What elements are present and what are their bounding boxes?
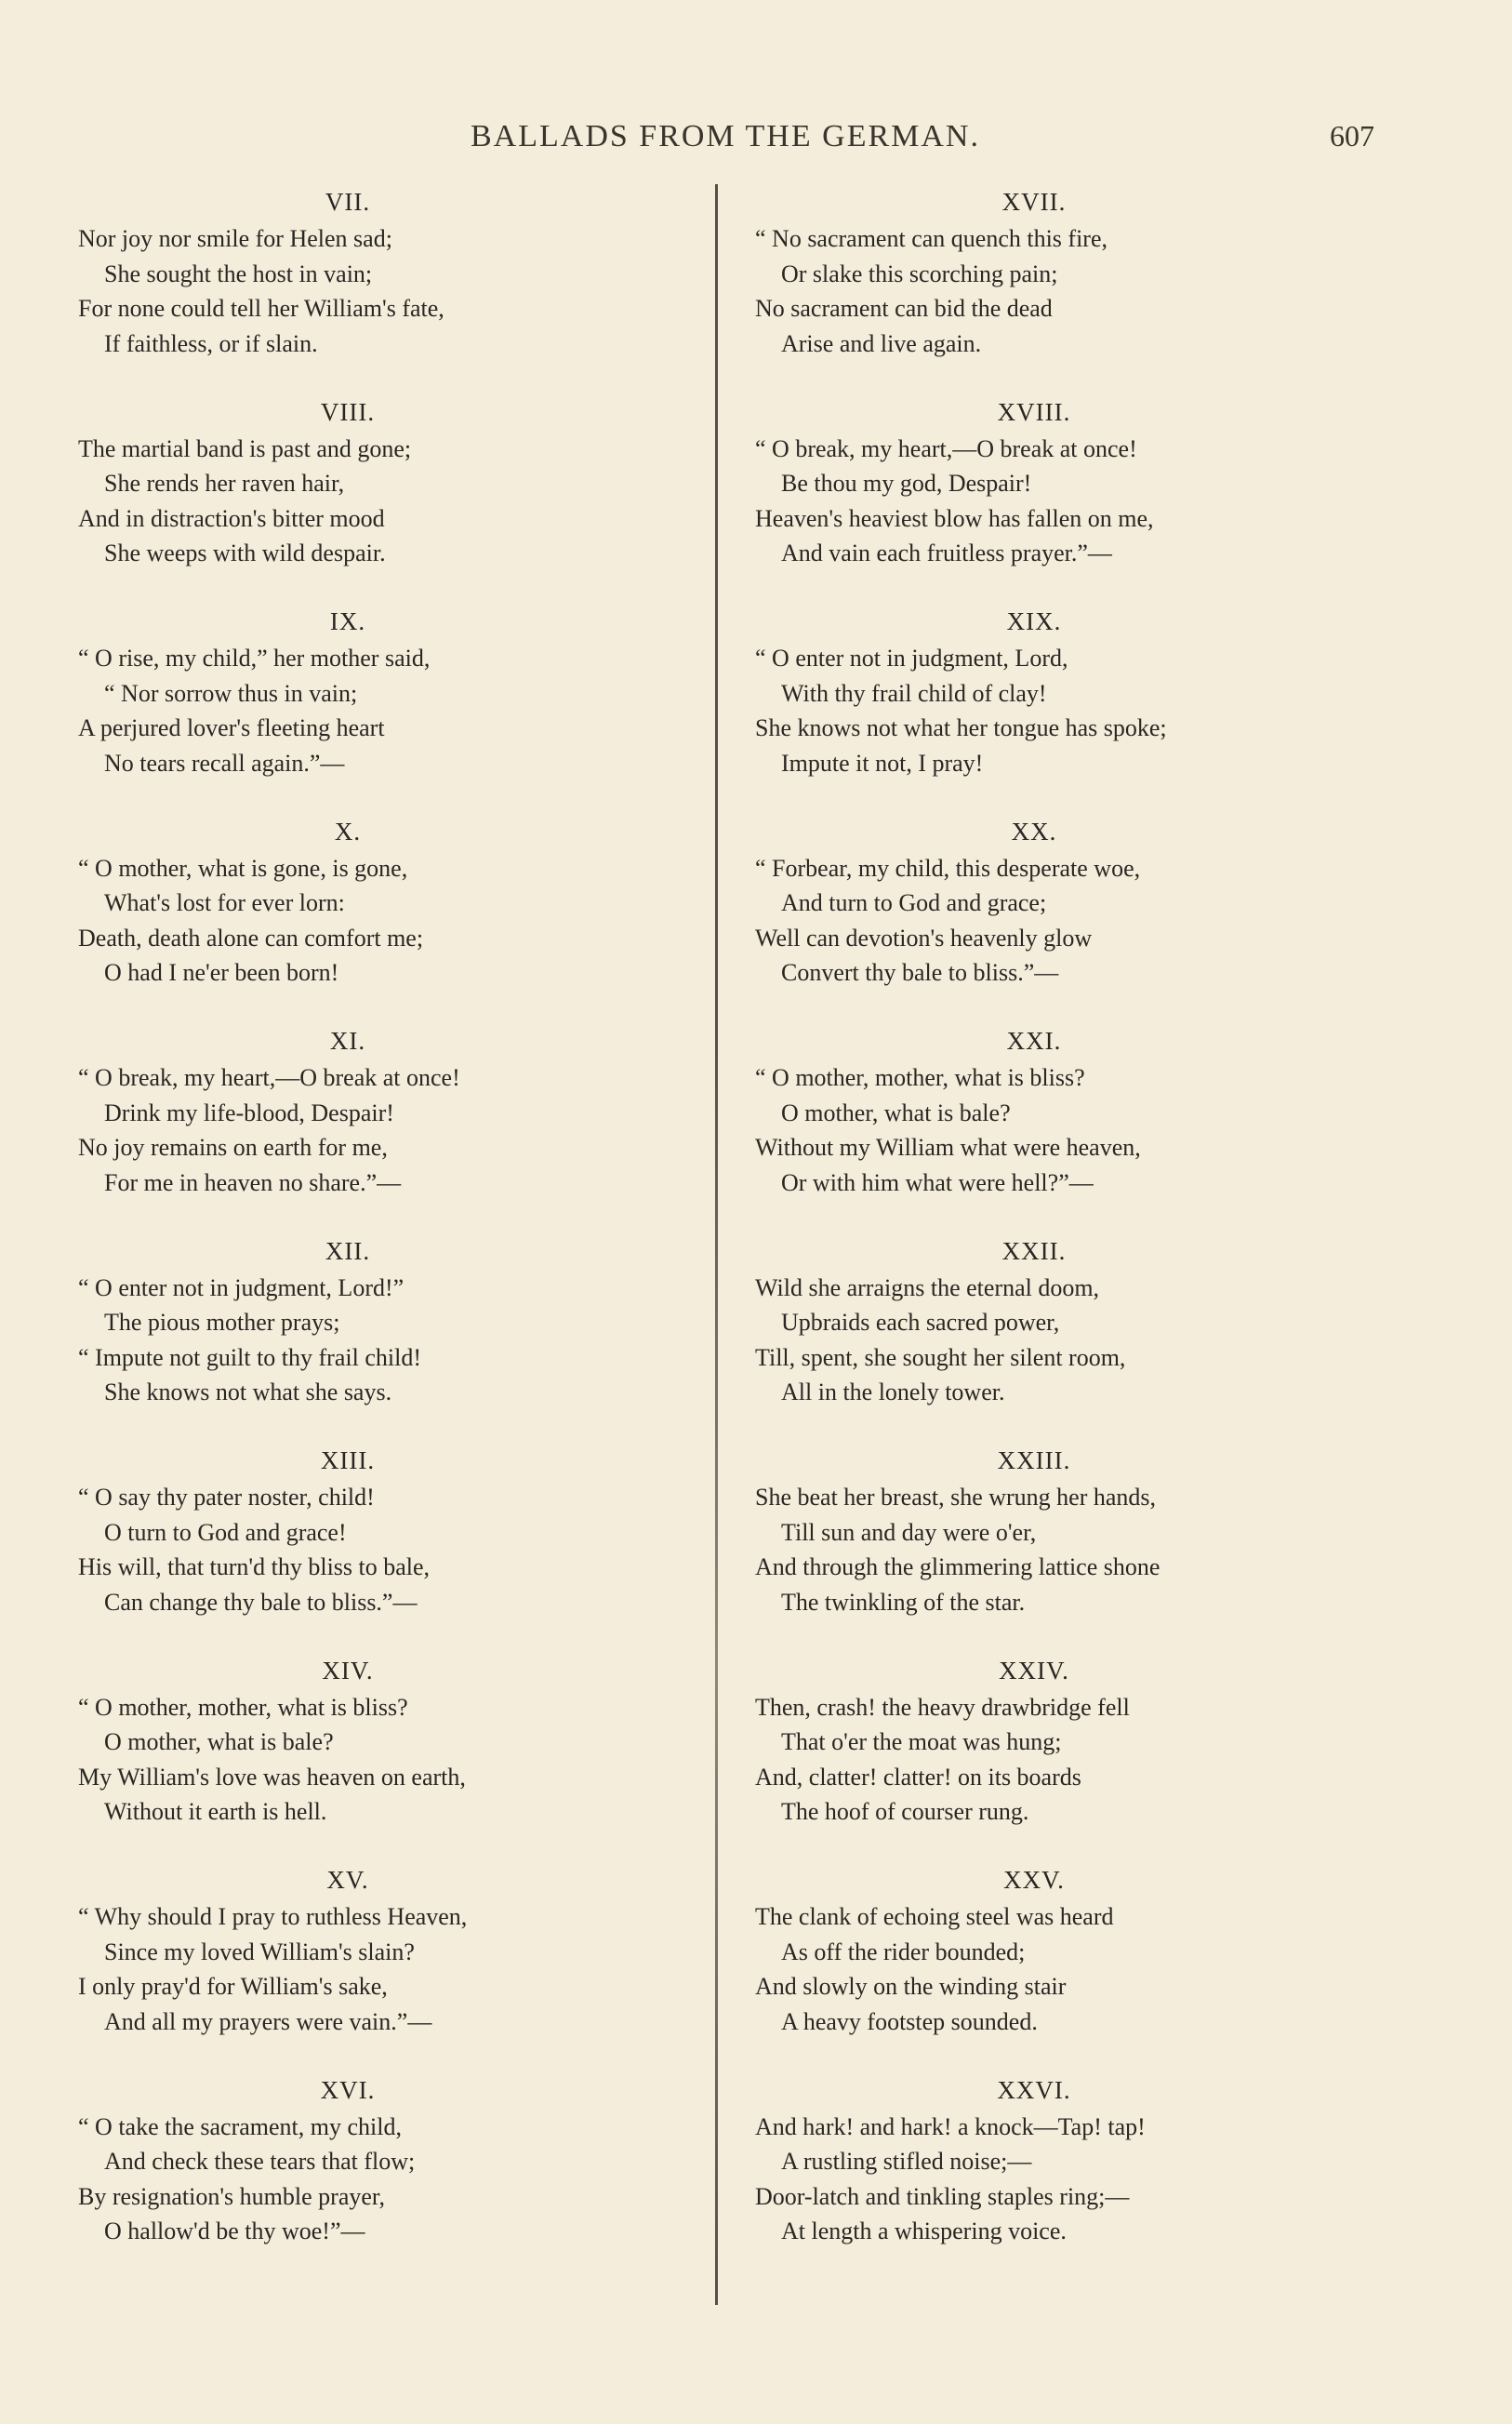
verse-line: “ O rise, my child,” her mother said,	[78, 645, 431, 672]
verse-line: Heaven's heaviest blow has fallen on me,	[755, 504, 1154, 532]
verse-line: What's lost for ever lorn:	[104, 889, 345, 916]
verse-line: She knows not what she says.	[104, 1378, 392, 1405]
stanza-lines	[78, 851, 617, 991]
verse-line: “ No sacrament can quench this fire,	[755, 225, 1108, 252]
running-title: BALLADS FROM THE GERMAN.	[471, 119, 980, 153]
stanza-lines	[78, 1060, 617, 1200]
verse-line: She sought the host in vain;	[104, 260, 373, 287]
stanza-numeral: XXVI.	[997, 2075, 1071, 2104]
verse-line: The pious mother prays;	[104, 1309, 340, 1336]
stanza-lines	[78, 221, 617, 361]
verse-line: The martial band is past and gone;	[78, 434, 412, 462]
verse-line: For none could tell her William's fate,	[78, 295, 444, 322]
verse-line: A rustling stifled noise;—	[781, 2148, 1032, 2175]
stanza-numeral: XX.	[1011, 817, 1057, 846]
stanza-numeral: VIII.	[320, 397, 376, 426]
verse-line: O turn to God and grace!	[104, 1518, 347, 1546]
verse-line: She weeps with wild despair.	[104, 539, 386, 566]
stanza	[78, 816, 617, 991]
stanza	[755, 396, 1313, 571]
stanza-lines	[755, 851, 1313, 991]
stanza	[755, 2074, 1313, 2249]
stanza-numeral: XXV.	[1003, 1866, 1065, 1894]
verse-line: Since my loved William's slain?	[104, 1938, 415, 1965]
stanza	[78, 1445, 617, 1619]
verse-line: No joy remains on earth for me,	[78, 1134, 388, 1161]
verse-line: Drink my life-blood, Despair!	[104, 1099, 394, 1126]
stanza-numeral: XVI.	[320, 2075, 376, 2104]
stanza-numeral: XV.	[326, 1866, 369, 1894]
stanza-lines	[78, 1899, 617, 2039]
stanza-lines	[78, 1271, 617, 1410]
verse-line: Arise and live again.	[781, 329, 982, 357]
stanza	[78, 1235, 617, 1410]
stanza	[755, 186, 1313, 361]
verse-line: Upbraids each sacred power,	[781, 1309, 1060, 1336]
verse-line: “ O enter not in judgment, Lord!”	[78, 1273, 405, 1301]
verse-line: Well can devotion's heavenly glow	[755, 924, 1093, 952]
verse-line: With thy frail child of clay!	[781, 679, 1047, 707]
verse-line: “ O enter not in judgment, Lord,	[755, 645, 1068, 672]
verse-line: A perjured lover's fleeting heart	[78, 714, 385, 741]
stanza-lines	[755, 1690, 1313, 1830]
stanza-lines	[755, 1480, 1313, 1619]
verse-line: “ Nor sorrow thus in vain;	[104, 679, 358, 707]
verse-line: The twinkling of the star.	[781, 1588, 1026, 1616]
verse-line: Can change thy bale to bliss.”—	[104, 1588, 418, 1616]
verse-line: By resignation's humble prayer,	[78, 2182, 386, 2210]
verse-line: Convert thy bale to bliss.”—	[781, 959, 1059, 986]
stanza	[755, 1445, 1313, 1619]
verse-line: “ Impute not guilt to thy frail child!	[78, 1343, 421, 1371]
verse-line: Or with him what were hell?”—	[781, 1168, 1094, 1196]
stanza	[78, 396, 617, 571]
verse-line: Till sun and day were o'er,	[781, 1518, 1037, 1546]
verse-line: Till, spent, she sought her silent room,	[755, 1343, 1126, 1371]
verse-line: And hark! and hark! a knock—Tap! tap!	[755, 2112, 1146, 2140]
verse-line: And through the glimmering lattice shone	[755, 1553, 1161, 1580]
stanza	[78, 2074, 617, 2249]
stanza-lines	[755, 1899, 1313, 2039]
verse-line: For me in heaven no share.”—	[104, 1168, 402, 1196]
verse-line: The hoof of courser rung.	[781, 1798, 1029, 1825]
stanza-numeral: X.	[334, 817, 362, 846]
stanza-lines	[78, 1480, 617, 1619]
stanza-numeral: XII.	[325, 1236, 371, 1265]
verse-line: Without it earth is hell.	[104, 1798, 327, 1825]
stanza	[755, 606, 1313, 780]
stanza	[78, 606, 617, 780]
verse-line: “ O break, my heart,—O break at once!	[78, 1064, 460, 1091]
verse-line: O hallow'd be thy woe!”—	[104, 2218, 365, 2244]
column-divider	[715, 184, 718, 2305]
verse-line: O had I ne'er been born!	[104, 959, 339, 986]
stanza	[755, 816, 1313, 991]
stanza-numeral: XIII.	[320, 1446, 376, 1474]
verse-line: The clank of echoing steel was heard	[755, 1903, 1114, 1930]
stanza-numeral: XVII.	[1001, 188, 1067, 216]
stanza-lines	[755, 1271, 1313, 1410]
verse-line: All in the lonely tower.	[781, 1378, 1005, 1405]
verse-line: His will, that turn'd thy bliss to bale,	[78, 1553, 431, 1580]
verse-line: I only pray'd for William's sake,	[78, 1973, 388, 2000]
stanza-lines	[755, 641, 1313, 780]
verse-line: And vain each fruitless prayer.”—	[781, 539, 1112, 566]
verse-line: Wild she arraigns the eternal doom,	[755, 1273, 1100, 1301]
verse-line: “ O mother, mother, what is bliss?	[78, 1693, 408, 1721]
verse-line: Without my William what were heaven,	[755, 1134, 1141, 1161]
stanza-lines	[755, 2110, 1313, 2249]
verse-line: My William's love was heaven on earth,	[78, 1763, 466, 1791]
stanza	[78, 186, 617, 361]
stanza-lines	[78, 2110, 617, 2249]
verse-line: And in distraction's bitter mood	[78, 504, 385, 532]
verse-line: And turn to God and grace;	[781, 889, 1047, 916]
verse-line: And check these tears that flow;	[104, 2148, 416, 2175]
verse-line: At length a whispering voice.	[781, 2218, 1067, 2244]
stanza-numeral: IX.	[329, 607, 366, 635]
stanza-numeral: XIX.	[1006, 607, 1062, 635]
verse-line: If faithless, or if slain.	[104, 329, 318, 357]
stanza	[78, 1655, 617, 1830]
verse-line: “ O say thy pater noster, child!	[78, 1484, 375, 1511]
verse-line: O mother, what is bale?	[781, 1099, 1011, 1126]
stanza	[755, 1235, 1313, 1410]
verse-line: “ O mother, mother, what is bliss?	[755, 1064, 1085, 1091]
stanza-lines	[78, 641, 617, 780]
stanza-numeral: XXIII.	[997, 1446, 1071, 1474]
verse-line: And, clatter! clatter! on its boards	[755, 1763, 1081, 1791]
stanza	[78, 1864, 617, 2039]
stanza-numeral: XXIV.	[999, 1656, 1069, 1685]
stanza-lines	[78, 432, 617, 571]
verse-line: “ O break, my heart,—O break at once!	[755, 434, 1137, 462]
stanza-numeral: XIV.	[322, 1656, 374, 1685]
verse-line: Impute it not, I pray!	[781, 749, 984, 777]
stanza-numeral: XXI.	[1006, 1027, 1062, 1055]
stanza	[755, 1655, 1313, 1830]
verse-line: Death, death alone can comfort me;	[78, 924, 424, 952]
verse-line: As off the rider bounded;	[781, 1938, 1026, 1965]
page-header	[0, 119, 1512, 166]
verse-line: She beat her breast, she wrung her hands,	[755, 1484, 1157, 1511]
stanza-numeral: XVIII.	[997, 397, 1071, 426]
verse-line: A heavy footstep sounded.	[781, 2007, 1038, 2035]
verse-line: Or slake this scorching pain;	[781, 260, 1058, 287]
verse-line: And all my prayers were vain.”—	[104, 2007, 432, 2035]
verse-line: “ Forbear, my child, this desperate woe,	[755, 854, 1141, 882]
verse-line: “ O take the sacrament, my child,	[78, 2112, 402, 2140]
page-number: 607	[1330, 119, 1374, 153]
stanza-numeral: VII.	[325, 188, 371, 216]
stanza-numeral: XI.	[329, 1027, 366, 1055]
stanza	[755, 1025, 1313, 1200]
verse-line: That o'er the moat was hung;	[781, 1728, 1062, 1755]
verse-line: Then, crash! the heavy drawbridge fell	[755, 1693, 1130, 1721]
stanza-lines	[755, 432, 1313, 571]
stanza-lines	[755, 221, 1313, 361]
verse-line: No tears recall again.”—	[104, 749, 345, 777]
verse-line: O mother, what is bale?	[104, 1728, 334, 1755]
verse-line: No sacrament can bid the dead	[755, 295, 1053, 322]
verse-line: And slowly on the winding stair	[755, 1973, 1067, 2000]
stanza-lines	[755, 1060, 1313, 1200]
verse-line: Nor joy nor smile for Helen sad;	[78, 225, 392, 252]
stanza	[78, 1025, 617, 1200]
verse-line: “ Why should I pray to ruthless Heaven,	[78, 1903, 468, 1930]
verse-line: She knows not what her tongue has spoke;	[755, 714, 1167, 741]
stanza-lines	[78, 1690, 617, 1830]
verse-line: “ O mother, what is gone, is gone,	[78, 854, 408, 882]
verse-line: Be thou my god, Despair!	[781, 470, 1032, 497]
stanza	[755, 1864, 1313, 2039]
verse-line: She rends her raven hair,	[104, 470, 345, 497]
stanza-numeral: XXII.	[1001, 1236, 1067, 1265]
verse-line: Door-latch and tinkling staples ring;—	[755, 2182, 1130, 2210]
